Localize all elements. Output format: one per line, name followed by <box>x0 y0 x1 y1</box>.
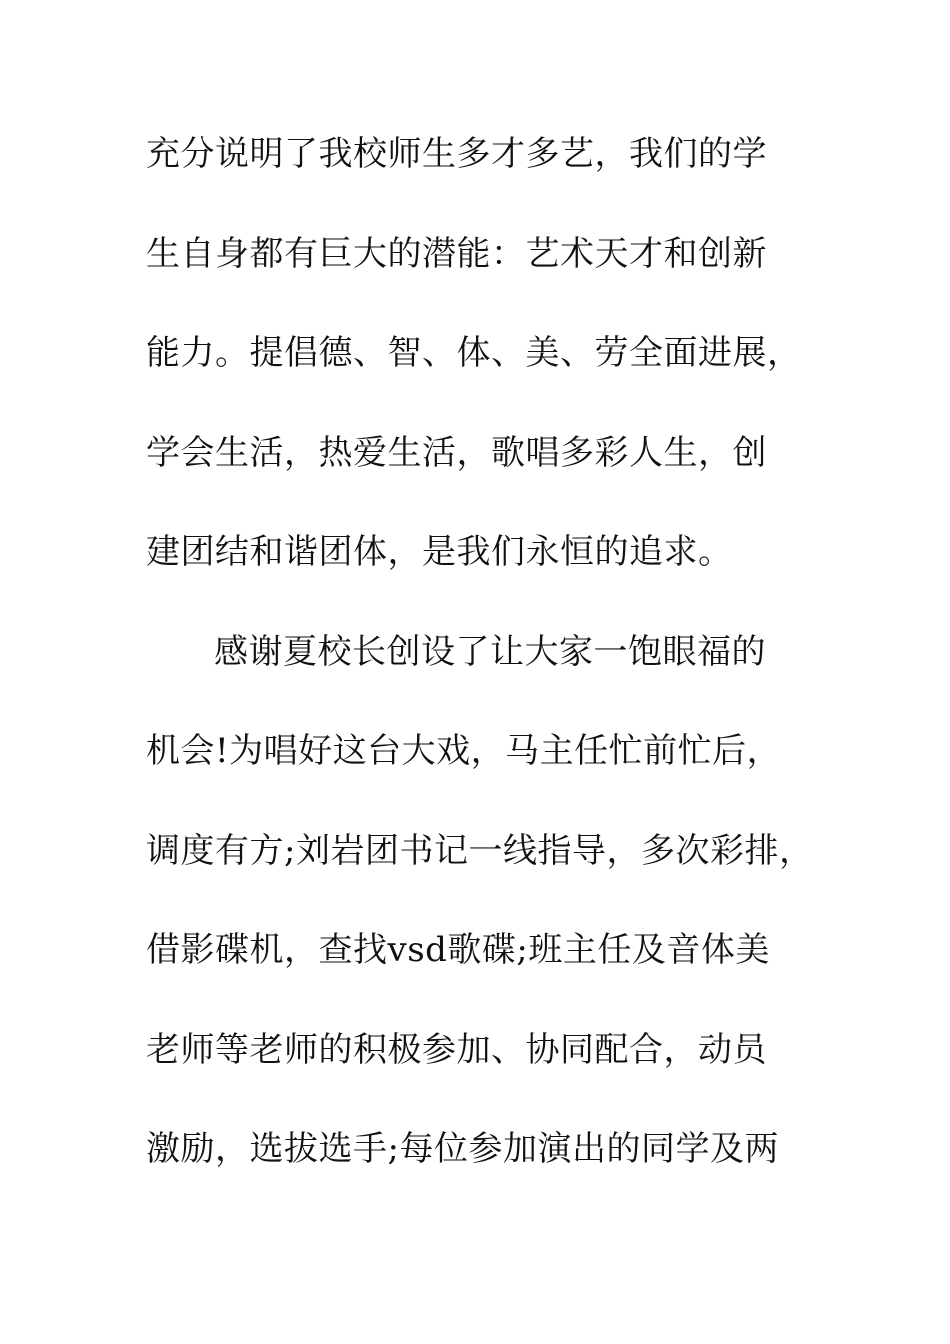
text-line: 充分说明了我校师生多才多艺，我们的学 <box>146 134 767 174</box>
body-text <box>146 127 826 1222</box>
text-line: 借影碟机，查找vsd歌碟;班主任及音体美 <box>146 930 770 970</box>
text-line: 能力。提倡德、智、体、美、劳全面进展， <box>146 333 802 373</box>
text-line: 调度有方;刘岩团书记一线指导，多次彩排， <box>146 830 814 871</box>
text-line: 学会生活，热爱生活，歌唱多彩人生，创 <box>146 432 767 473</box>
text-line: 生自身都有巨大的潜能：艺术天才和创新 <box>146 233 767 274</box>
paragraph-start-line: 感谢夏校长创设了让大家一饱眼福的 <box>214 631 766 672</box>
text-line: 机会!为唱好这台大戏，马主任忙前忙后， <box>146 731 782 771</box>
text-line: 建团结和谐团体，是我们永恒的追求。 <box>146 532 733 572</box>
text-line: 老师等老师的积极参加、协同配合，动员 <box>146 1029 767 1070</box>
text-line: 激励，选拔选手;每位参加演出的同学及两 <box>146 1129 779 1169</box>
